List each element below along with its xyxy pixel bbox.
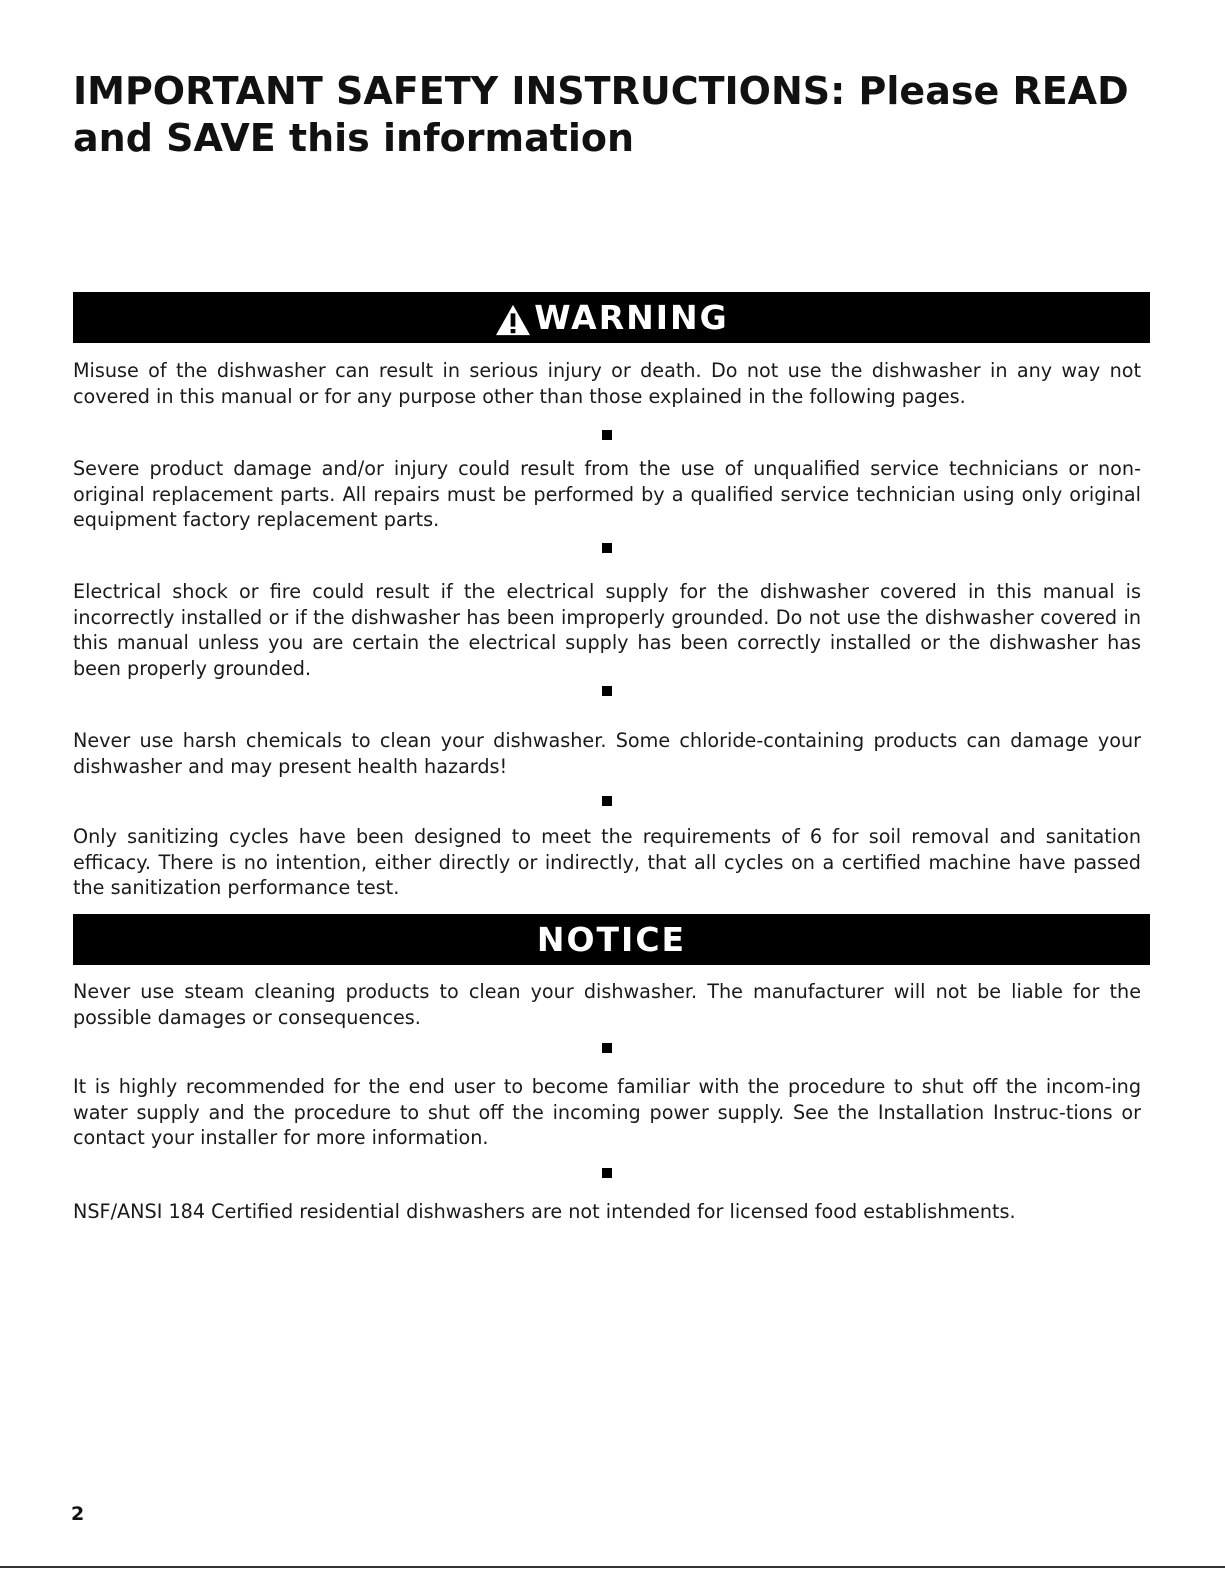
- warning-banner: [73, 292, 1150, 343]
- separator-square: [602, 796, 612, 806]
- notice-banner: [73, 914, 1150, 965]
- bottom-rule: [0, 1566, 1225, 1568]
- separator-square: [602, 686, 612, 696]
- warning-triangle-icon: [494, 303, 532, 337]
- separator-square: [602, 1168, 612, 1178]
- separator-square: [602, 430, 612, 440]
- warning-paragraph-misuse: Misuse of the dishwasher can result in serious injury or death. Do not use the dishwasher in any way not covered in this manual or for any purpose other than those explained in the following pages.: [73, 359, 1141, 408]
- warning-paragraph-sanitizing: Only sanitizing cycles have been designed to meet the requirements of 6 for soil removal and sanitation efficacy. There is no intention, either directly or indirectly, that all cycles on a certified machine have passed the sanitization performance test.: [73, 825, 1141, 899]
- page-number: 2: [71, 1503, 85, 1525]
- warning-paragraph-chemicals: Never use harsh chemicals to clean your dishwasher. Some chloride-containing products can damage your dishwasher and may present health hazards!: [73, 729, 1141, 778]
- page-title: IMPORTANT SAFETY INSTRUCTIONS: Please READ and SAVE this information: [73, 69, 1129, 160]
- warning-label: WARNING: [534, 298, 729, 337]
- separator-square: [602, 543, 612, 553]
- notice-paragraph-nsf: NSF/ANSI 184 Certified residential dishwashers are not intended for licensed food establishments.: [73, 1200, 1016, 1223]
- notice-paragraph-steam: Never use steam cleaning products to clean your dishwasher. The manufacturer will not be liable for the possible damages or consequences.: [73, 980, 1141, 1029]
- warning-paragraph-electrical: Electrical shock or fire could result if the electrical supply for the dishwasher covered in this manual is incorrectly installed or if the dishwasher has been improperly grounded. Do not use the dishwasher covered in this manual unless you are certain the electrical supply has been correctly installed or the dishwasher has been properly grounded.: [73, 580, 1141, 680]
- separator-square: [602, 1043, 612, 1053]
- notice-label: NOTICE: [536, 920, 687, 959]
- warning-paragraph-repairs: Severe product damage and/or injury could result from the use of unqualified service technicians or non-original replacement parts. All repairs must be performed by a qualified service technician using only original equipment factory replacement parts.: [73, 457, 1141, 531]
- notice-paragraph-shutoff: It is highly recommended for the end user to become familiar with the procedure to shut off the incom-ing water supply and the procedure to shut off the incoming power supply. See the Installation Instruc-tions or contact your installer for more information.: [73, 1075, 1141, 1149]
